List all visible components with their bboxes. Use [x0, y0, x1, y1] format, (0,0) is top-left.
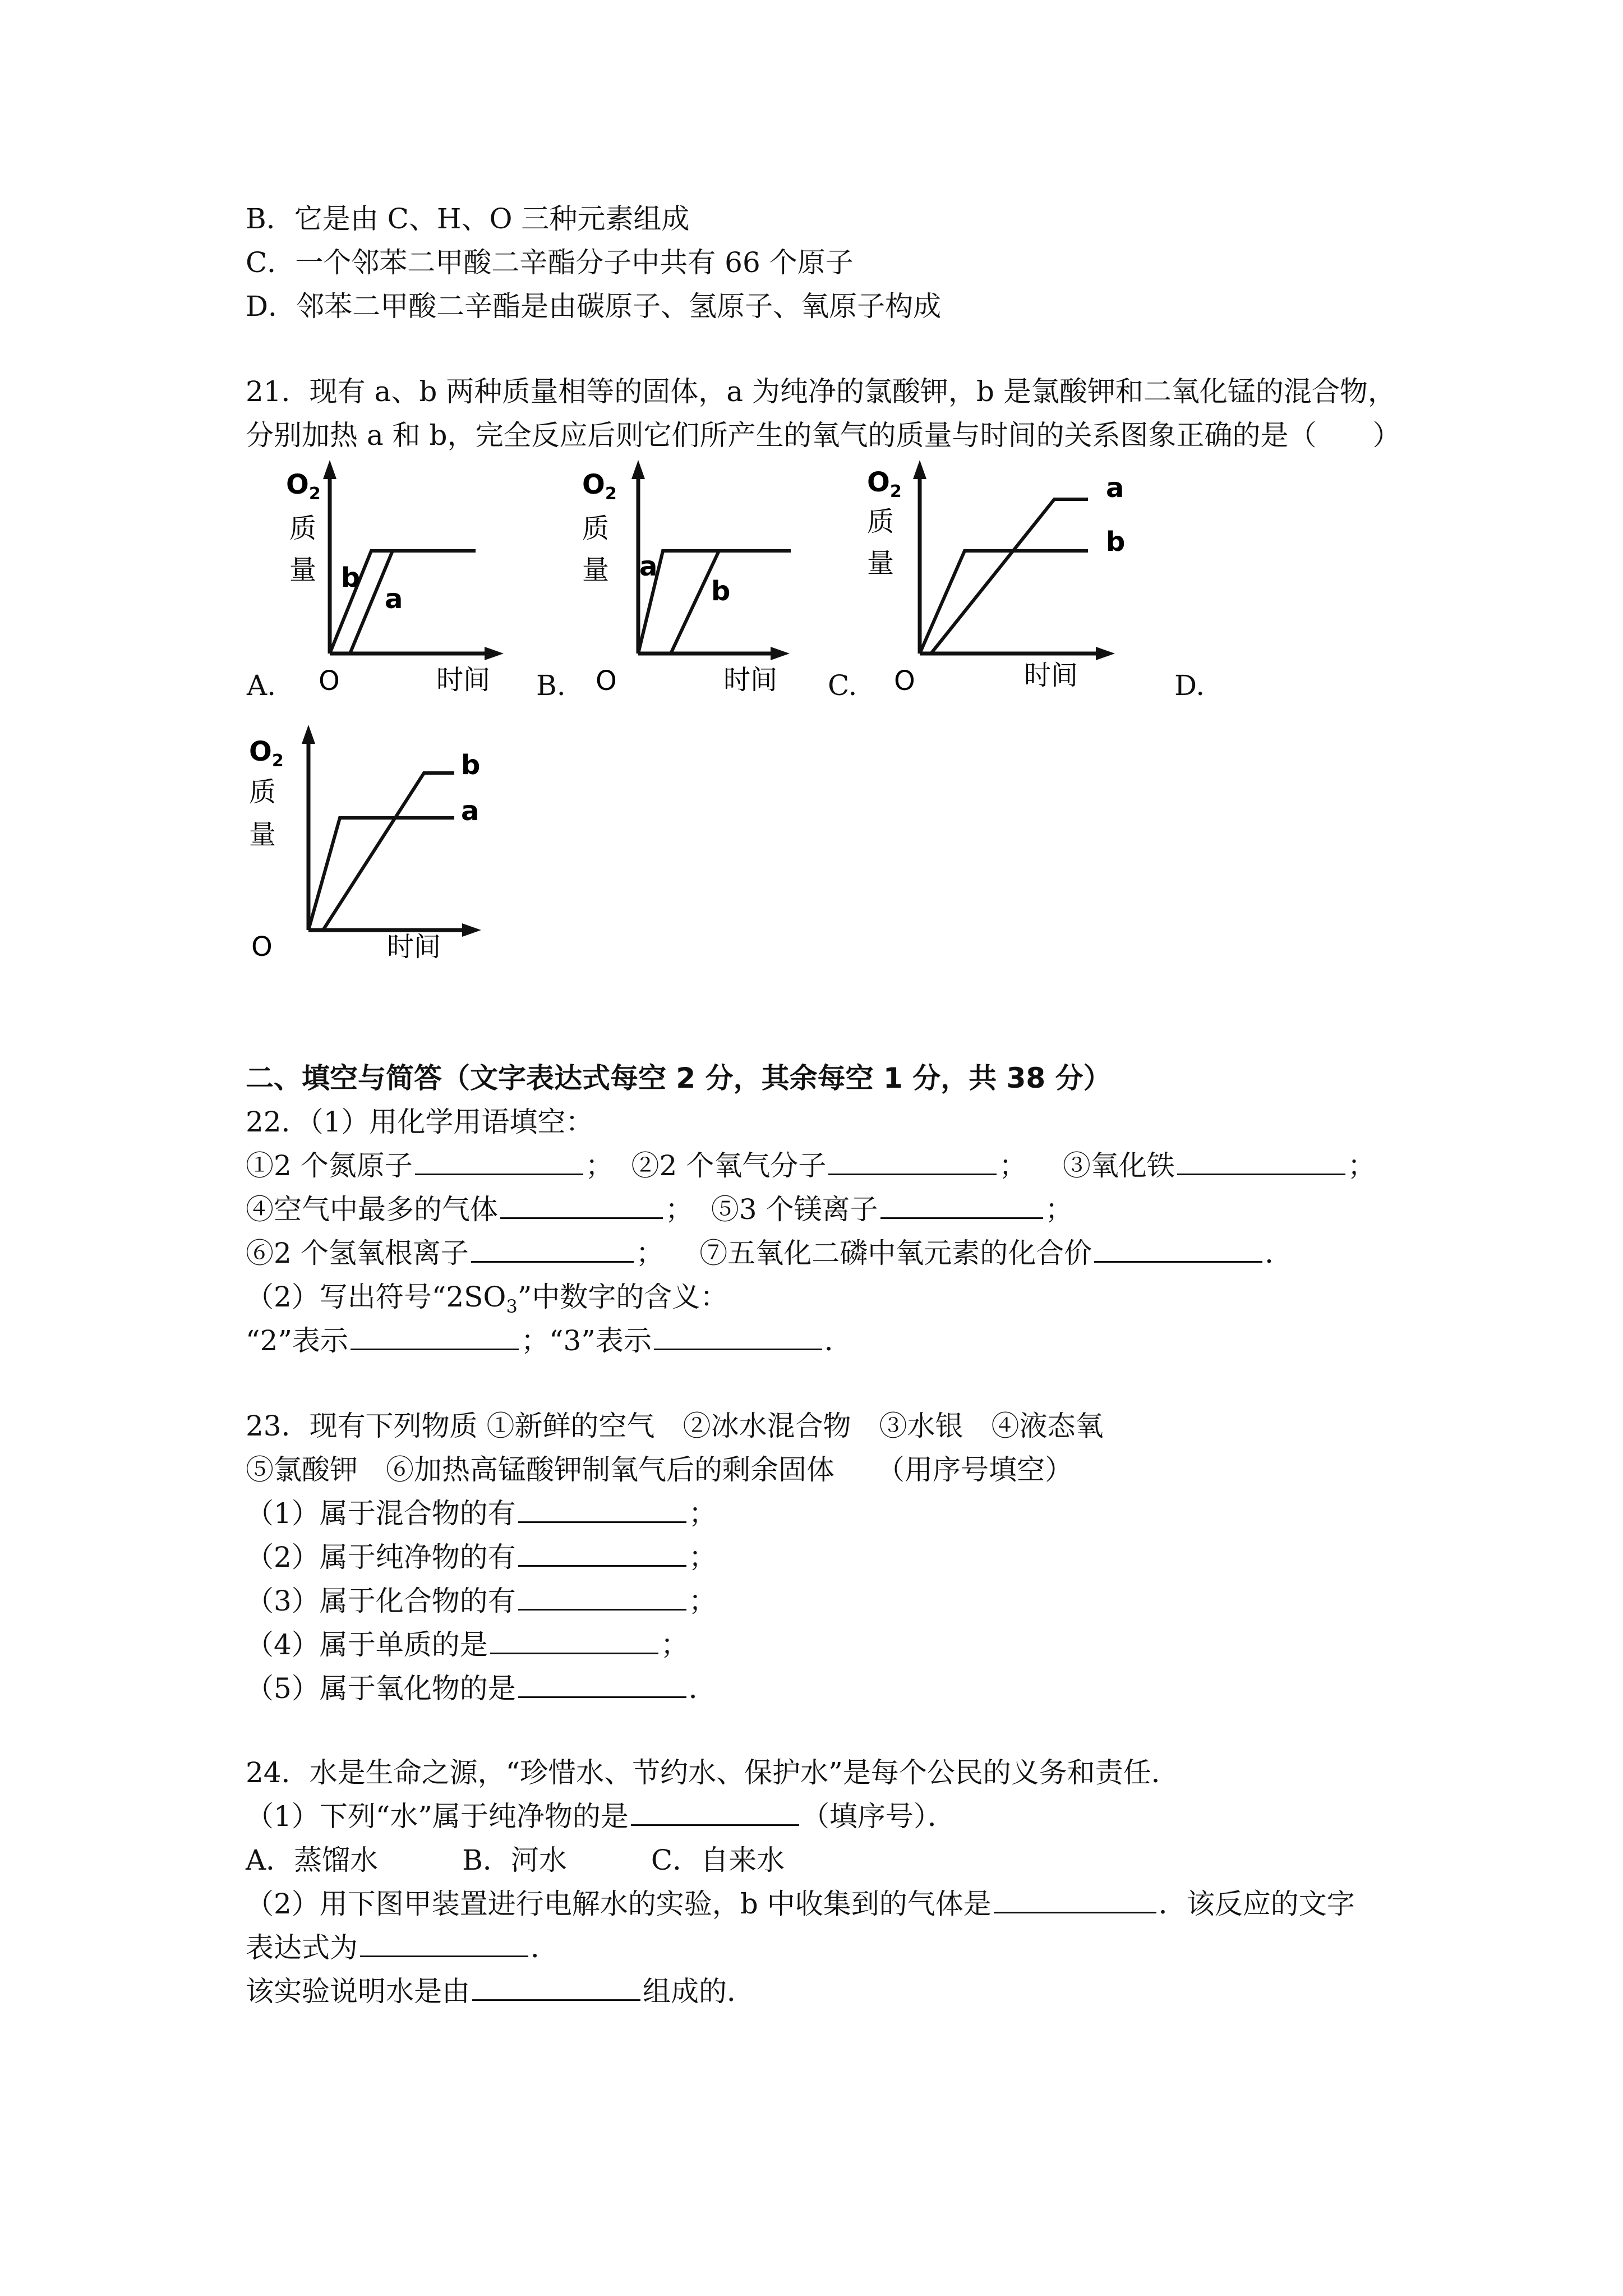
q22-blank9[interactable] [654, 1325, 822, 1350]
graph-c-letter: C. [828, 669, 857, 702]
x-label: 时间 [387, 931, 441, 963]
punct: ． [531, 1931, 559, 1964]
origin-label: O [894, 665, 915, 697]
y-axis-arrow [631, 460, 645, 479]
punct: ． [688, 1672, 717, 1705]
y-axis-arrow [913, 460, 926, 479]
origin-label: O [251, 931, 273, 963]
q22-meaning3: “3”表示 [548, 1324, 652, 1357]
punct: ； [585, 1149, 614, 1182]
q22-item7: ⑦五氧化二磷中氧元素的化合价 [699, 1237, 1092, 1269]
q22-part2-text2: ”中数字的含义： [517, 1281, 728, 1313]
q24-part2-cont [246, 1931, 559, 1964]
punct: ； [1347, 1149, 1376, 1182]
x-label: 时间 [723, 664, 778, 696]
q23-part2 [246, 1540, 717, 1574]
series-label-b: b [711, 576, 731, 607]
q21-stem-line2: 分别加热 a 和 b，完全反应后则它们所产生的氧气的质量与时间的关系图象正确的是（ ） [246, 419, 1401, 452]
punct: ； [688, 1541, 717, 1573]
series-label-a: a [385, 583, 403, 615]
q22-item6: ⑥2 个氢氧根离子 [246, 1237, 469, 1269]
punct: ； [1045, 1193, 1073, 1226]
q20-option-c: C．一个邻苯二甲酸二辛酯分子中共有 66 个原子 [246, 246, 854, 279]
q22-part2-sub: 3 [506, 1296, 518, 1317]
q22-row3 [246, 1236, 1293, 1270]
graph-d-svg [241, 718, 522, 965]
y-label-zhi: 质 [867, 506, 895, 537]
q21-stem-line1: 21．现有 a、b 两种质量相等的固体，a 为纯净的氯酸钾，b 是氯酸钾和二氧化锰的混合物， [246, 375, 1396, 408]
q24-part3 [246, 1975, 755, 2008]
y-label-o2: $O_2$ [249, 736, 284, 771]
q23-p5: （5）属于氧化物的是 [246, 1672, 516, 1705]
series-label-a: a [1106, 472, 1124, 504]
q22-line1: 22．（1）用化学用语填空： [246, 1106, 594, 1138]
graph-d-letter: D. [1174, 669, 1205, 702]
q23-blank3[interactable] [518, 1585, 686, 1611]
q24-blank3[interactable] [360, 1932, 528, 1957]
q22-meanings [246, 1324, 852, 1358]
q23-p3: （3）属于化合物的有 [246, 1585, 516, 1617]
q23-line1: 23．现有下列物质 ①新鲜的空气 ②冰水混合物 ③水银 ④液态氧 [246, 1410, 1104, 1442]
graph-c [864, 460, 1144, 696]
graph-a-letter: A. [247, 669, 276, 702]
q20-option-b: B．它是由 C、H、O 三种元素组成 [246, 203, 690, 235]
q24-p1: （1）下列“水”属于纯净物的是 [246, 1800, 629, 1833]
origin-label: O [596, 665, 617, 697]
q23-p1: （1）属于混合物的有 [246, 1497, 516, 1530]
graph-d [241, 718, 522, 965]
graph-b [572, 460, 808, 696]
punct: ； [688, 1585, 717, 1617]
q24-part2 [246, 1887, 1355, 1921]
y-axis-arrow [323, 460, 336, 479]
q23-p4: （4）属于单质的是 [246, 1628, 488, 1661]
q23-blank2[interactable] [518, 1542, 686, 1567]
line-b [323, 773, 454, 930]
q24-p3-tail: 组成的． [643, 1975, 755, 2008]
series-label-b: b [341, 562, 361, 593]
line-a [308, 818, 454, 930]
x-axis-arrow [462, 923, 481, 937]
q22-blank8[interactable] [351, 1325, 519, 1350]
y-label-zhi: 质 [582, 513, 610, 544]
q23-blank4[interactable] [490, 1629, 658, 1654]
origin-label: O [319, 665, 340, 697]
q24-part1 [246, 1800, 956, 1833]
graph-a [280, 460, 516, 696]
x-label: 时间 [1024, 660, 1078, 691]
q24-p2: （2）用下图甲装置进行电解水的实验，b 中收集到的气体是 [246, 1888, 992, 1920]
q23-part5 [246, 1672, 717, 1705]
q22-blank3[interactable] [1177, 1150, 1345, 1175]
q22-blank7[interactable] [1094, 1237, 1262, 1263]
y-label-zhi: 质 [249, 776, 276, 808]
q22-blank4[interactable] [500, 1194, 663, 1219]
q23-part3 [246, 1584, 717, 1618]
q22-item1: ①2 个氮原子 [246, 1149, 413, 1182]
x-label: 时间 [436, 664, 491, 696]
q24-p2c: 表达式为 [246, 1931, 358, 1964]
q23-blank5[interactable] [518, 1673, 686, 1698]
graph-a-svg [280, 460, 516, 696]
q24-line1: 24．水是生命之源，“珍惜水、节约水、保护水”是每个公民的义务和责任． [246, 1756, 1179, 1789]
q23-part1 [246, 1497, 717, 1530]
q22-row1 [246, 1149, 1376, 1182]
q23-blank1[interactable] [518, 1498, 686, 1523]
q22-item5: ⑤3 个镁离子 [711, 1193, 878, 1226]
q24-blank2[interactable] [994, 1888, 1156, 1913]
x-axis-arrow [771, 647, 790, 660]
q22-part2-text: （2）写出符号“2SO [246, 1281, 506, 1313]
q20-option-d: D．邻苯二甲酸二辛酯是由碳原子、氢原子、氧原子构成 [246, 290, 942, 323]
q24-p3: 该实验说明水是由 [246, 1975, 470, 2008]
q22-meaning2: “2”表示 [246, 1324, 348, 1357]
q22-blank5[interactable] [880, 1194, 1043, 1219]
graph-c-svg [864, 460, 1144, 696]
q22-part2 [246, 1280, 728, 1317]
y-label-o2: $O_2$ [867, 467, 902, 501]
q22-blank6[interactable] [471, 1237, 634, 1263]
series-label-b: b [461, 749, 481, 781]
graph-b-letter: B. [536, 669, 566, 702]
punct: ； [999, 1149, 1027, 1182]
q24-blank4[interactable] [472, 1976, 640, 2001]
series-label-a: a [461, 795, 479, 827]
q24-choices: A．蒸馏水 B．河水 C．自来水 [246, 1844, 785, 1876]
q23-part4 [246, 1628, 689, 1662]
y-label-liang: 量 [582, 554, 610, 586]
y-label-zhi: 质 [289, 513, 317, 544]
y-label-o2: $O_2$ [286, 469, 321, 504]
punct: ； [635, 1237, 664, 1269]
q24-p1-tail: （填序号）． [801, 1800, 956, 1833]
punct: ； [520, 1324, 549, 1357]
y-label-liang: 量 [249, 819, 276, 850]
q23-p2: （2）属于纯净物的有 [246, 1541, 516, 1573]
punct: ． [1265, 1237, 1293, 1269]
q24-blank1[interactable] [631, 1801, 799, 1826]
series-label-a: a [639, 551, 658, 582]
y-label-o2: $O_2$ [582, 469, 617, 504]
q22-item2: ②2 个氧气分子 [631, 1149, 827, 1182]
section2-heading: 二、填空与简答（文字表达式每空 2 分，其余每空 1 分，共 38 分） [246, 1062, 1112, 1094]
punct: ． [824, 1324, 852, 1357]
q24-p2-tail: ．该反应的文字 [1158, 1888, 1355, 1920]
q22-row2 [246, 1193, 1073, 1226]
x-axis-arrow [1096, 647, 1115, 660]
x-axis-arrow [485, 647, 504, 660]
punct: ； [688, 1497, 717, 1530]
q22-item4: ④空气中最多的气体 [246, 1193, 498, 1226]
q23-line2: ⑤氯酸钾 ⑥加热高锰酸钾制氧气后的剩余固体 （用序号填空） [246, 1453, 1073, 1486]
q22-blank2[interactable] [828, 1150, 997, 1175]
graph-b-svg [572, 460, 808, 696]
punct: ； [660, 1628, 689, 1661]
y-label-liang: 量 [867, 547, 895, 579]
y-label-liang: 量 [289, 554, 317, 586]
q22-blank1[interactable] [415, 1150, 583, 1175]
punct: ； [665, 1193, 693, 1226]
series-label-b: b [1106, 526, 1126, 558]
y-axis-arrow [302, 725, 315, 744]
q22-item3: ③氧化铁 [1062, 1149, 1175, 1182]
